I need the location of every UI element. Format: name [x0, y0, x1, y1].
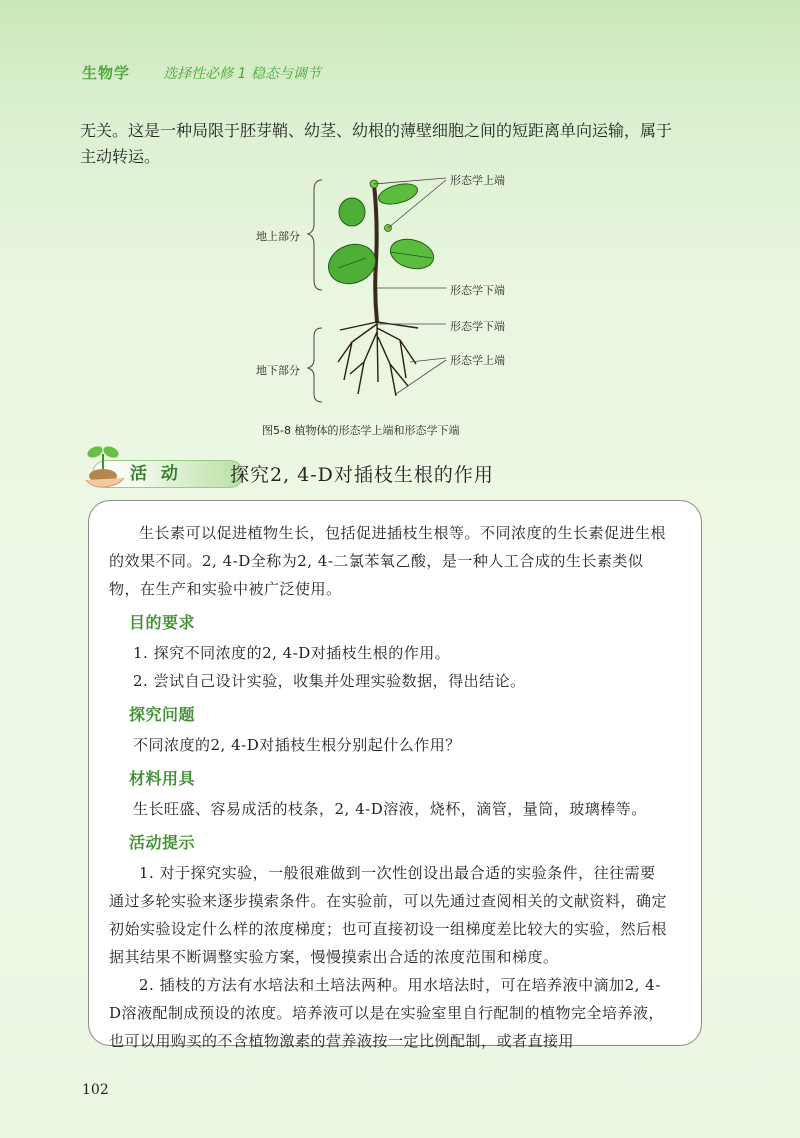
goal-item-1: 1. 探究不同浓度的2, 4-D对插枝生根的作用。: [133, 644, 451, 662]
materials-text: 生长旺盛、容易成活的枝条，2, 4-D溶液，烧杯，滴管，量筒，玻璃棒等。: [133, 800, 647, 818]
running-header: [82, 62, 321, 83]
goal-item-2: 2. 尝试自己设计实验，收集并处理实验数据，得出结论。: [133, 672, 526, 690]
activity-intro: 生长素可以促进植物生长，包括促进插枝生根等。不同浓度的生长素促进生根的效果不同。2, 4-D全称为2, 4-二氯苯氧乙酸，是一种人工合成的生长素类似物，在生产和实验中被广泛使用。: [109, 524, 667, 598]
section-heading-materials: 材料用具: [129, 769, 196, 788]
activity-box: [88, 500, 702, 1050]
tip-item-1: 1. 对于探究实验，一般很难做到一次性创设出最合适的实验条件，往往需要通过多轮实验来逐步摸索条件。在实验前，可以先通过查阅相关的文献资料，确定初始实验设定什么样的浓度梯度；也可直接初设一组梯度差比较大的实验，然后根据其结果不断调整实验方案，慢慢摸索出合适的浓度范围和梯度。: [109, 864, 668, 966]
sprout-hand-icon: [80, 440, 126, 492]
label-below-ground: 地下部分: [256, 364, 300, 377]
intro-line-1: 无关。这是一种局限于胚芽鞘、幼茎、幼根的薄壁细胞之间的短距离单向运输，属于: [80, 121, 673, 140]
activity-title: 探究2, 4-D对插枝生根的作用: [230, 464, 494, 486]
label-apical-end-shoot: 形态学上端: [450, 174, 505, 187]
section-heading-question: 探究问题: [129, 705, 196, 724]
label-basal-end-shoot: 形态学下端: [450, 284, 505, 297]
tip-item-2: 2. 插枝的方法有水培法和土培法两种。用水培法时，可在培养液中滴加2, 4-D溶液配制成预设的浓度。培养液可以是在实验室里自行配制的植物完全培养液，也可以用购买的不含植物激素的营养液按一定比例配制，或者直接用: [109, 976, 665, 1050]
figure-caption: 图5-8 植物体的形态学上端和形态学下端: [262, 424, 460, 437]
subject-title: 生物学: [82, 64, 131, 82]
book-title: 选择性必修 1 稳态与调节: [163, 66, 321, 82]
question-text: 不同浓度的2, 4-D对插枝生根分别起什么作用？: [133, 736, 461, 754]
activity-header: [80, 456, 720, 490]
section-heading-tips: 活动提示: [129, 833, 196, 852]
label-basal-end-root: 形态学下端: [450, 320, 505, 333]
intro-text: [80, 118, 700, 170]
section-heading-goals: 目的要求: [129, 613, 196, 632]
intro-line-2: 主动转运。: [80, 147, 161, 166]
label-apical-end-root: 形态学上端: [450, 354, 505, 367]
plant-figure: [240, 172, 570, 404]
label-above-ground: 地上部分: [256, 230, 300, 243]
activity-label: 活 动: [130, 464, 182, 484]
page-number: 102: [82, 1082, 109, 1098]
